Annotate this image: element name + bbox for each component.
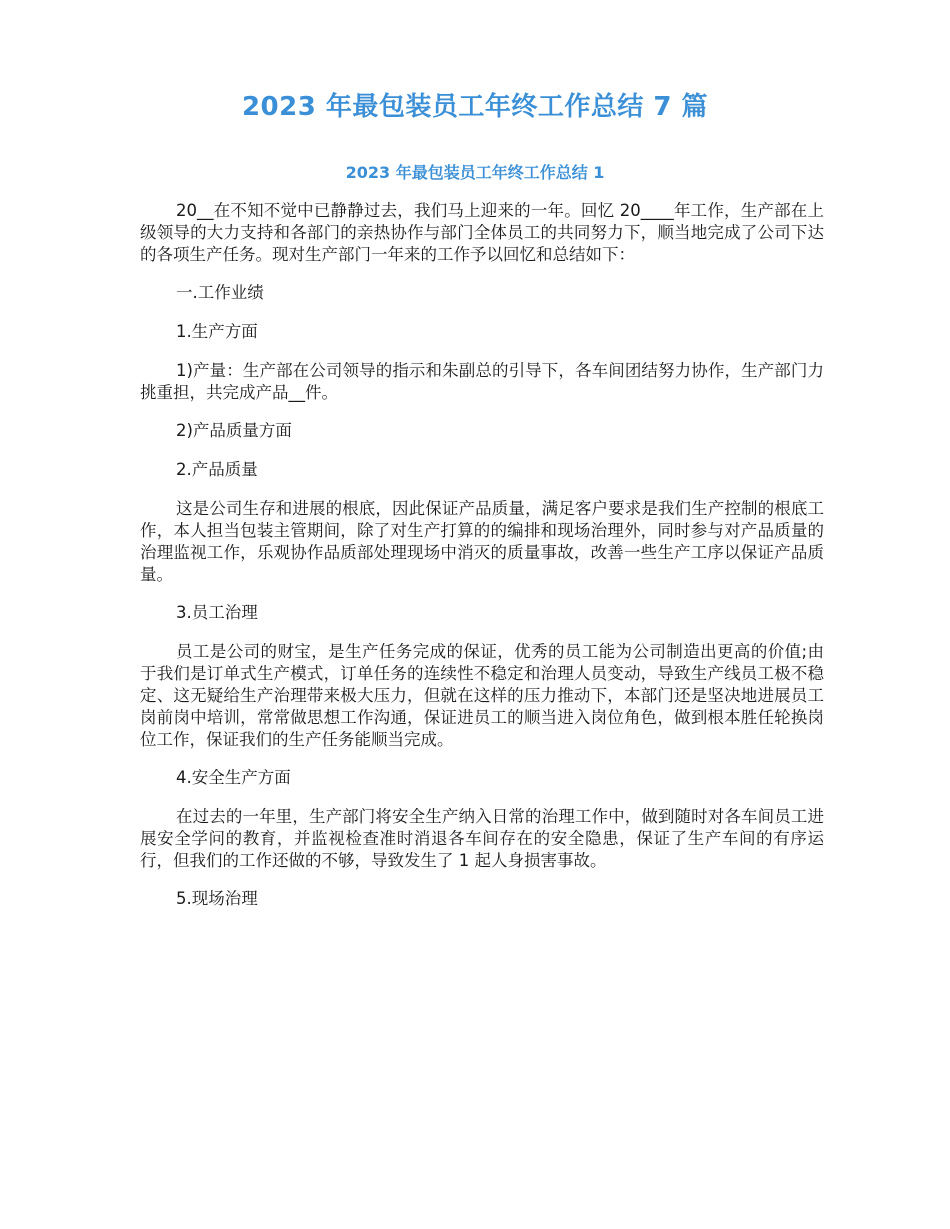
- heading-staff-management: 3.员工治理: [176, 603, 258, 622]
- paragraph-output: 1)产量：生产部在公司领导的指示和朱副总的引导下，各车间团结努力协作，生产部门力挑重担，共完成产品__件。: [140, 361, 824, 402]
- paragraph-staff: 员工是公司的财宝，是生产任务完成的保证，优秀的员工能为公司制造出更高的价值;由于我们是订单式生产模式，订单任务的连续性不稳定和治理人员变动，导致生产线员工极不稳定、这无疑给生产治理带来极大压力，但就在这样的压力推动下，本部门还是坚决地进展员工岗前岗中培训，常常做思想工作沟通，保证进员工的顺当进入岗位角色，做到根本胜任轮换岗位工作，保证我们的生产任务能顺当完成。: [140, 642, 824, 749]
- paragraph-intro: 20__在不知不觉中已静静过去，我们马上迎来的一年。回忆 20____年工作，生产部在上级领导的大力支持和各部门的亲热协作与部门全体员工的共同努力下，顺当地完成了公司下达的各项生产任务。现对生产部门一年来的工作予以回忆和总结如下：: [140, 201, 824, 264]
- section-title: 2023 年最包装员工年终工作总结 1: [345, 163, 605, 182]
- heading-site-management: 5.现场治理: [176, 889, 258, 908]
- paragraph-quality: 这是公司生存和进展的根底，因此保证产品质量，满足客户要求是我们生产控制的根底工作，本人担当包装主管期间，除了对生产打算的的编排和现场治理外，同时参与对产品质量的治理监视工作，乐观协作品质部处理现场中消灭的质量事故，改善一些生产工序以保证产品质量。: [140, 499, 824, 584]
- heading-product-quality-aspect: 2)产品质量方面: [176, 421, 292, 440]
- paragraph-safety: 在过去的一年里，生产部门将安全生产纳入日常的治理工作中，做到随时对各车间员工进展安全学问的教育，并监视检查准时消退各车间存在的安全隐患，保证了生产车间的有序运行，但我们的工作还做的不够，导致发生了 1 起人身损害事故。: [140, 807, 824, 870]
- heading-safety: 4.安全生产方面: [176, 768, 291, 787]
- heading-product-quality: 2.产品质量: [176, 460, 258, 479]
- heading-production: 1.生产方面: [176, 322, 258, 341]
- document-title: 2023 年最包装员工年终工作总结 7 篇: [241, 92, 709, 122]
- heading-work-performance: 一.工作业绩: [176, 283, 264, 302]
- document-body: [140, 200, 824, 927]
